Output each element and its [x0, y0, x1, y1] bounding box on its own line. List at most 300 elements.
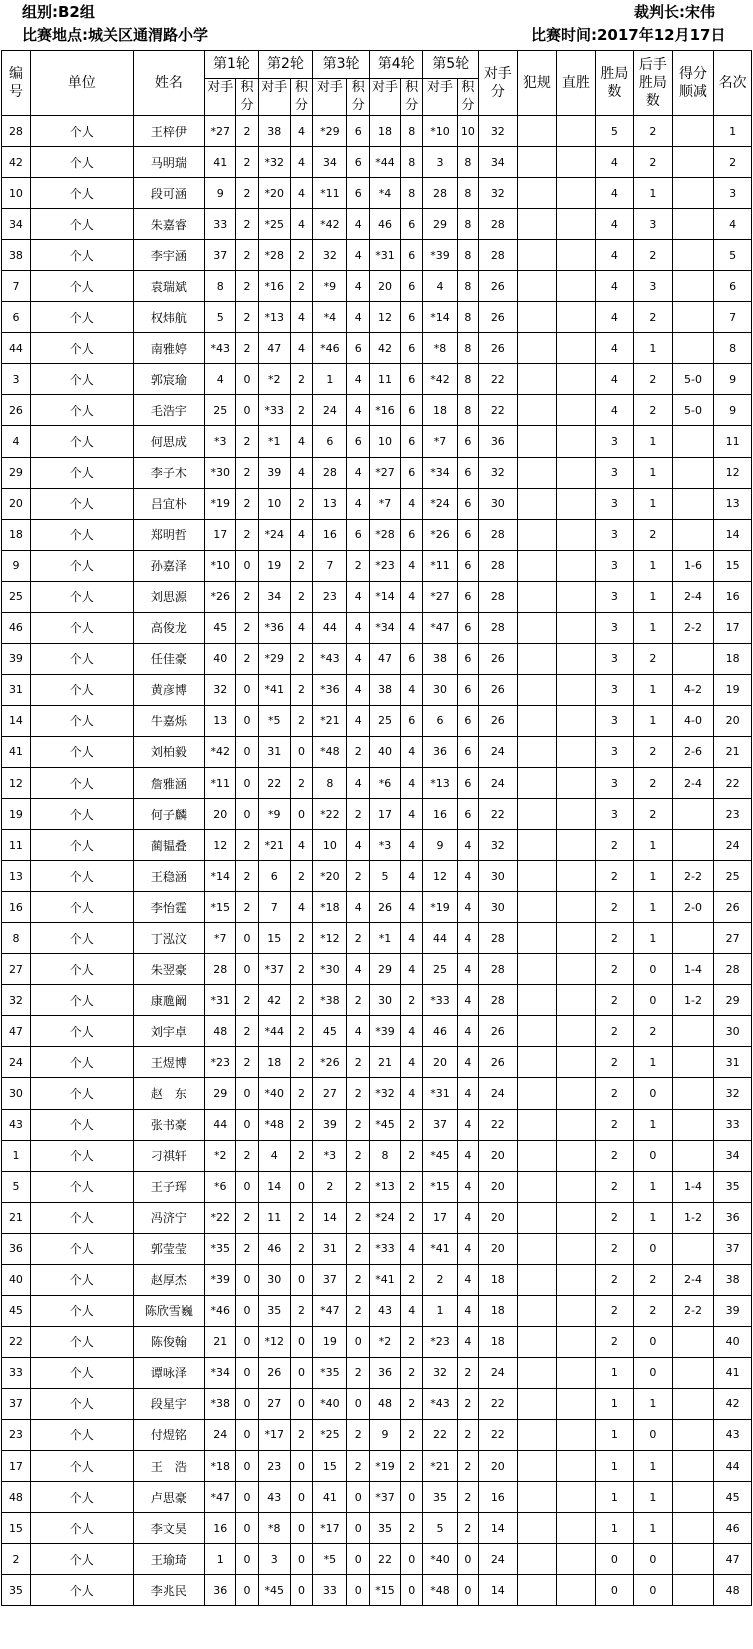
table-cell: 4 — [290, 830, 312, 861]
table-cell: 41 — [205, 147, 236, 178]
table-cell: 2 — [400, 1388, 422, 1419]
table-cell: 1 — [595, 1419, 634, 1450]
table-cell: 12 — [714, 457, 752, 488]
table-cell: 22 — [479, 1109, 518, 1140]
table-cell: 2 — [236, 457, 258, 488]
table-cell: 6 — [400, 302, 422, 333]
table-cell: *17 — [258, 1419, 290, 1450]
table-cell: 0 — [236, 1451, 258, 1482]
table-cell — [672, 147, 714, 178]
table-cell: 个人 — [30, 1513, 133, 1544]
table-cell: *10 — [423, 116, 457, 147]
table-cell: 12 — [369, 302, 400, 333]
table-cell: 个人 — [30, 643, 133, 674]
table-cell: 2 — [457, 1451, 478, 1482]
table-cell: 个人 — [30, 612, 133, 643]
table-cell: 1 — [634, 830, 673, 861]
table-cell: 2 — [236, 240, 258, 271]
table-cell: 朱翌豪 — [133, 954, 205, 985]
table-cell: 21 — [714, 736, 752, 767]
table-cell: 2 — [290, 954, 312, 985]
table-cell: 6 — [400, 643, 422, 674]
table-cell: 32 — [205, 674, 236, 705]
table-cell — [517, 736, 557, 767]
table-cell: 个人 — [30, 705, 133, 736]
table-cell — [672, 1575, 714, 1606]
table-cell: 4 — [595, 364, 634, 395]
table-cell: 4 — [400, 1295, 422, 1326]
table-cell: 0 — [236, 1109, 258, 1140]
table-cell: 2 — [347, 1233, 369, 1264]
table-cell: *24 — [369, 1202, 400, 1233]
table-row — [2, 923, 752, 954]
table-cell — [557, 612, 596, 643]
table-cell: 4 — [457, 1078, 478, 1109]
table-cell: 6 — [400, 333, 422, 364]
table-cell: 1 — [423, 1295, 457, 1326]
table-cell: 4 — [457, 1233, 478, 1264]
table-cell: 26 — [479, 271, 518, 302]
table-cell: 0 — [236, 923, 258, 954]
table-cell — [557, 116, 596, 147]
table-cell: 2 — [290, 985, 312, 1016]
table-cell: 2 — [595, 1264, 634, 1295]
table-cell — [672, 333, 714, 364]
table-cell — [557, 302, 596, 333]
table-row — [2, 1140, 752, 1171]
table-cell: 0 — [236, 767, 258, 798]
table-cell: 28 — [479, 954, 518, 985]
table-cell: 康卼阚 — [133, 985, 205, 1016]
table-cell — [672, 799, 714, 830]
table-cell — [517, 954, 557, 985]
table-cell: 0 — [236, 1388, 258, 1419]
table-cell: 2 — [634, 736, 673, 767]
table-cell: 1 — [634, 1451, 673, 1482]
col-points: 积分 — [347, 79, 369, 116]
table-cell: 35 — [423, 1482, 457, 1513]
table-cell: 0 — [595, 1544, 634, 1575]
table-cell: 0 — [290, 736, 312, 767]
table-cell: 35 — [258, 1295, 290, 1326]
table-cell: 9 — [2, 550, 31, 581]
table-cell — [517, 550, 557, 581]
table-cell: 4 — [595, 147, 634, 178]
table-cell: 25 — [714, 861, 752, 892]
col-direct-win: 直胜 — [557, 51, 596, 116]
table-cell: *7 — [205, 923, 236, 954]
table-cell: *20 — [313, 861, 347, 892]
table-cell: 个人 — [30, 1326, 133, 1357]
table-cell: 3 — [423, 147, 457, 178]
table-row — [2, 1233, 752, 1264]
table-cell — [557, 271, 596, 302]
table-cell: 21 — [2, 1202, 31, 1233]
table-cell: 28 — [423, 178, 457, 209]
table-cell: 丁泓汶 — [133, 923, 205, 954]
table-cell — [557, 767, 596, 798]
table-cell: 13 — [2, 861, 31, 892]
table-cell: 16 — [313, 519, 347, 550]
table-cell: 2 — [347, 1357, 369, 1388]
table-cell: 1-4 — [672, 1171, 714, 1202]
table-cell — [672, 209, 714, 240]
table-cell: 个人 — [30, 209, 133, 240]
table-cell: *9 — [313, 271, 347, 302]
table-cell: 2 — [634, 147, 673, 178]
table-cell: 2 — [457, 1513, 478, 1544]
table-cell: *20 — [258, 178, 290, 209]
table-cell: 4 — [457, 861, 478, 892]
table-cell: 王梓伊 — [133, 116, 205, 147]
table-cell — [557, 1233, 596, 1264]
table-cell: 37 — [313, 1264, 347, 1295]
table-cell: 2 — [347, 1202, 369, 1233]
table-cell: 28 — [479, 923, 518, 954]
table-cell — [557, 240, 596, 271]
table-cell: 39 — [2, 643, 31, 674]
table-cell: 48 — [205, 1016, 236, 1047]
table-cell: 2 — [595, 1202, 634, 1233]
table-cell: 10 — [258, 488, 290, 519]
table-cell: 0 — [236, 1575, 258, 1606]
table-cell: 4 — [457, 923, 478, 954]
table-cell: *34 — [205, 1357, 236, 1388]
table-cell: 个人 — [30, 333, 133, 364]
table-cell: 24 — [479, 1357, 518, 1388]
table-cell: *11 — [313, 178, 347, 209]
table-cell: 1 — [595, 1388, 634, 1419]
col-points: 积分 — [457, 79, 478, 116]
table-cell: 1-2 — [672, 1202, 714, 1233]
table-cell: 8 — [457, 364, 478, 395]
table-cell: 4 — [347, 240, 369, 271]
table-cell: *19 — [423, 892, 457, 923]
table-cell: 1 — [634, 1171, 673, 1202]
table-row — [2, 116, 752, 147]
table-cell: 12 — [423, 861, 457, 892]
table-cell — [672, 923, 714, 954]
table-cell: 个人 — [30, 799, 133, 830]
table-cell: 26 — [479, 302, 518, 333]
col-round-5: 第5轮 — [423, 51, 479, 79]
table-cell: 16 — [479, 1482, 518, 1513]
table-cell: 24 — [479, 1544, 518, 1575]
table-cell: 6 — [400, 271, 422, 302]
table-row — [2, 519, 752, 550]
table-cell: *34 — [369, 612, 400, 643]
table-cell — [517, 799, 557, 830]
table-cell: 3 — [595, 736, 634, 767]
table-cell: 26 — [479, 1047, 518, 1078]
table-cell: 2 — [400, 1451, 422, 1482]
table-cell: 0 — [400, 1482, 422, 1513]
table-cell: 16 — [714, 581, 752, 612]
table-cell: 0 — [634, 1233, 673, 1264]
table-cell: 2 — [236, 861, 258, 892]
table-cell: 卢思豪 — [133, 1482, 205, 1513]
table-cell: 4 — [400, 1016, 422, 1047]
table-cell: 2 — [347, 736, 369, 767]
col-round-1: 第1轮 — [205, 51, 258, 79]
table-cell — [517, 1513, 557, 1544]
table-cell: 2 — [347, 1451, 369, 1482]
table-cell: 46 — [423, 1016, 457, 1047]
table-cell: 3 — [595, 674, 634, 705]
table-cell — [557, 1513, 596, 1544]
table-cell: 38 — [2, 240, 31, 271]
table-cell: 16 — [2, 892, 31, 923]
table-cell: 5-0 — [672, 364, 714, 395]
table-cell: 0 — [347, 1326, 369, 1357]
table-cell: 28 — [479, 519, 518, 550]
table-cell: *2 — [258, 364, 290, 395]
table-cell: 0 — [236, 674, 258, 705]
table-row — [2, 1357, 752, 1388]
table-cell: 2 — [290, 1078, 312, 1109]
table-cell: 4 — [347, 612, 369, 643]
table-cell: 个人 — [30, 395, 133, 426]
table-cell — [517, 488, 557, 519]
table-cell: 10 — [457, 116, 478, 147]
table-cell: 4 — [347, 767, 369, 798]
table-cell: 2 — [236, 488, 258, 519]
table-row — [2, 1482, 752, 1513]
table-cell: 1 — [634, 1109, 673, 1140]
table-cell: *2 — [205, 1140, 236, 1171]
table-cell: 2 — [313, 1171, 347, 1202]
table-cell: 14 — [479, 1575, 518, 1606]
table-cell: 2 — [423, 1264, 457, 1295]
table-cell — [672, 1451, 714, 1482]
table-cell: 1 — [714, 116, 752, 147]
table-cell: 权炜航 — [133, 302, 205, 333]
table-cell — [672, 1357, 714, 1388]
table-cell: 6 — [400, 457, 422, 488]
table-cell: 46 — [258, 1233, 290, 1264]
table-cell — [557, 519, 596, 550]
table-cell: 0 — [236, 736, 258, 767]
table-cell: 1 — [634, 674, 673, 705]
table-cell: 4 — [400, 550, 422, 581]
table-cell: 0 — [236, 954, 258, 985]
table-cell: 4 — [290, 612, 312, 643]
table-cell: 6 — [457, 488, 478, 519]
table-cell: 1 — [634, 333, 673, 364]
table-cell: 36 — [369, 1357, 400, 1388]
table-row — [2, 1202, 752, 1233]
table-cell — [672, 1544, 714, 1575]
table-cell: 22 — [258, 767, 290, 798]
table-cell: 28 — [313, 457, 347, 488]
table-cell: 24 — [313, 395, 347, 426]
table-cell: 2 — [457, 1419, 478, 1450]
table-cell — [672, 240, 714, 271]
table-cell: 个人 — [30, 861, 133, 892]
table-cell: 23 — [258, 1451, 290, 1482]
table-cell: 郭莹莹 — [133, 1233, 205, 1264]
table-cell: *44 — [369, 147, 400, 178]
table-cell: 6 — [457, 767, 478, 798]
table-cell: 2 — [595, 1140, 634, 1171]
table-cell: 0 — [634, 1575, 673, 1606]
table-cell — [672, 1482, 714, 1513]
table-cell: *7 — [423, 426, 457, 457]
table-cell: 4 — [595, 240, 634, 271]
table-cell: 赵 东 — [133, 1078, 205, 1109]
table-cell: 41 — [2, 736, 31, 767]
table-cell: 6 — [457, 550, 478, 581]
table-cell: 9 — [714, 395, 752, 426]
table-cell: 9 — [369, 1419, 400, 1450]
table-row — [2, 1513, 752, 1544]
table-cell: 个人 — [30, 954, 133, 985]
table-cell: 2 — [236, 178, 258, 209]
table-cell — [517, 1109, 557, 1140]
table-cell: *30 — [313, 954, 347, 985]
table-cell: 毛浩宇 — [133, 395, 205, 426]
table-cell: 2 — [457, 1357, 478, 1388]
table-cell: 2-4 — [672, 1264, 714, 1295]
table-cell: *25 — [258, 209, 290, 240]
table-cell: 2 — [634, 1264, 673, 1295]
table-cell: 37 — [423, 1109, 457, 1140]
table-cell: 4 — [290, 333, 312, 364]
table-cell: 22 — [714, 767, 752, 798]
table-cell: 22 — [2, 1326, 31, 1357]
table-cell: 4 — [457, 1295, 478, 1326]
table-cell: 6 — [457, 581, 478, 612]
table-cell — [557, 209, 596, 240]
page-header — [0, 0, 753, 48]
table-cell: 36 — [714, 1202, 752, 1233]
table-row — [2, 705, 752, 736]
table-cell: 4 — [457, 954, 478, 985]
table-cell: 31 — [313, 1233, 347, 1264]
table-cell: 4 — [400, 830, 422, 861]
table-cell: 9 — [205, 178, 236, 209]
table-cell: 8 — [457, 240, 478, 271]
table-cell — [672, 1233, 714, 1264]
table-cell: 12 — [205, 830, 236, 861]
table-row — [2, 426, 752, 457]
table-cell: 13 — [313, 488, 347, 519]
table-cell: 37 — [714, 1233, 752, 1264]
table-cell — [557, 147, 596, 178]
table-cell: 王子珲 — [133, 1171, 205, 1202]
table-cell: 2 — [236, 147, 258, 178]
table-cell: 郭宸瑜 — [133, 364, 205, 395]
table-cell — [517, 426, 557, 457]
table-cell: 28 — [479, 985, 518, 1016]
table-cell: 1 — [634, 1202, 673, 1233]
table-cell: 4 — [347, 395, 369, 426]
table-cell: 0 — [347, 1544, 369, 1575]
table-cell: 42 — [369, 333, 400, 364]
table-cell: 4 — [347, 674, 369, 705]
table-cell: 1-2 — [672, 985, 714, 1016]
table-cell: 个人 — [30, 178, 133, 209]
table-cell: *28 — [369, 519, 400, 550]
table-cell: 4 — [347, 705, 369, 736]
table-cell — [557, 985, 596, 1016]
table-cell: 1 — [634, 1513, 673, 1544]
table-cell: 29 — [369, 954, 400, 985]
table-cell: 20 — [479, 1202, 518, 1233]
table-cell: 王煜博 — [133, 1047, 205, 1078]
col-round-3: 第3轮 — [313, 51, 370, 79]
table-cell: 0 — [347, 1513, 369, 1544]
table-cell: 8 — [457, 271, 478, 302]
table-cell: 2 — [595, 1171, 634, 1202]
table-cell: 3 — [595, 799, 634, 830]
table-cell: 2 — [236, 116, 258, 147]
table-cell: 30 — [2, 1078, 31, 1109]
table-cell: 2 — [236, 1202, 258, 1233]
table-cell: 付煜铭 — [133, 1419, 205, 1450]
table-cell: 孙嘉泽 — [133, 550, 205, 581]
col-points: 积分 — [290, 79, 312, 116]
table-cell: 段星宇 — [133, 1388, 205, 1419]
table-cell — [557, 830, 596, 861]
table-cell — [672, 116, 714, 147]
table-cell — [672, 1326, 714, 1357]
table-cell: 2 — [290, 1109, 312, 1140]
table-cell: 43 — [369, 1295, 400, 1326]
table-cell: *48 — [313, 736, 347, 767]
table-row — [2, 954, 752, 985]
table-cell: 王 浩 — [133, 1451, 205, 1482]
table-cell: 33 — [205, 209, 236, 240]
table-cell: 4 — [400, 954, 422, 985]
table-cell — [517, 116, 557, 147]
table-row — [2, 643, 752, 674]
table-cell — [557, 799, 596, 830]
table-cell: 23 — [313, 581, 347, 612]
table-cell: 3 — [258, 1544, 290, 1575]
table-cell: 4 — [347, 581, 369, 612]
table-cell: 何思成 — [133, 426, 205, 457]
table-cell: 28 — [205, 954, 236, 985]
table-cell: 4 — [595, 333, 634, 364]
table-cell: 2 — [236, 1233, 258, 1264]
table-cell — [672, 643, 714, 674]
table-cell: 刁祺轩 — [133, 1140, 205, 1171]
table-cell: 个人 — [30, 767, 133, 798]
table-cell: 0 — [236, 550, 258, 581]
table-cell: 6 — [400, 395, 422, 426]
table-cell — [557, 364, 596, 395]
table-cell — [517, 581, 557, 612]
table-cell: 个人 — [30, 1202, 133, 1233]
table-cell: 28 — [479, 581, 518, 612]
table-cell — [517, 519, 557, 550]
table-cell: 6 — [313, 426, 347, 457]
table-cell: 3 — [595, 612, 634, 643]
table-cell — [557, 1171, 596, 1202]
table-cell: 1 — [634, 861, 673, 892]
table-cell: *19 — [205, 488, 236, 519]
table-cell: 20 — [479, 1140, 518, 1171]
table-row — [2, 1078, 752, 1109]
table-cell: 4 — [290, 116, 312, 147]
table-cell: 0 — [634, 985, 673, 1016]
table-cell: 何子麟 — [133, 799, 205, 830]
col-opponent-score: 对手分 — [479, 51, 518, 116]
table-cell: 4 — [457, 1047, 478, 1078]
table-cell: 32 — [313, 240, 347, 271]
table-cell: 2 — [290, 550, 312, 581]
